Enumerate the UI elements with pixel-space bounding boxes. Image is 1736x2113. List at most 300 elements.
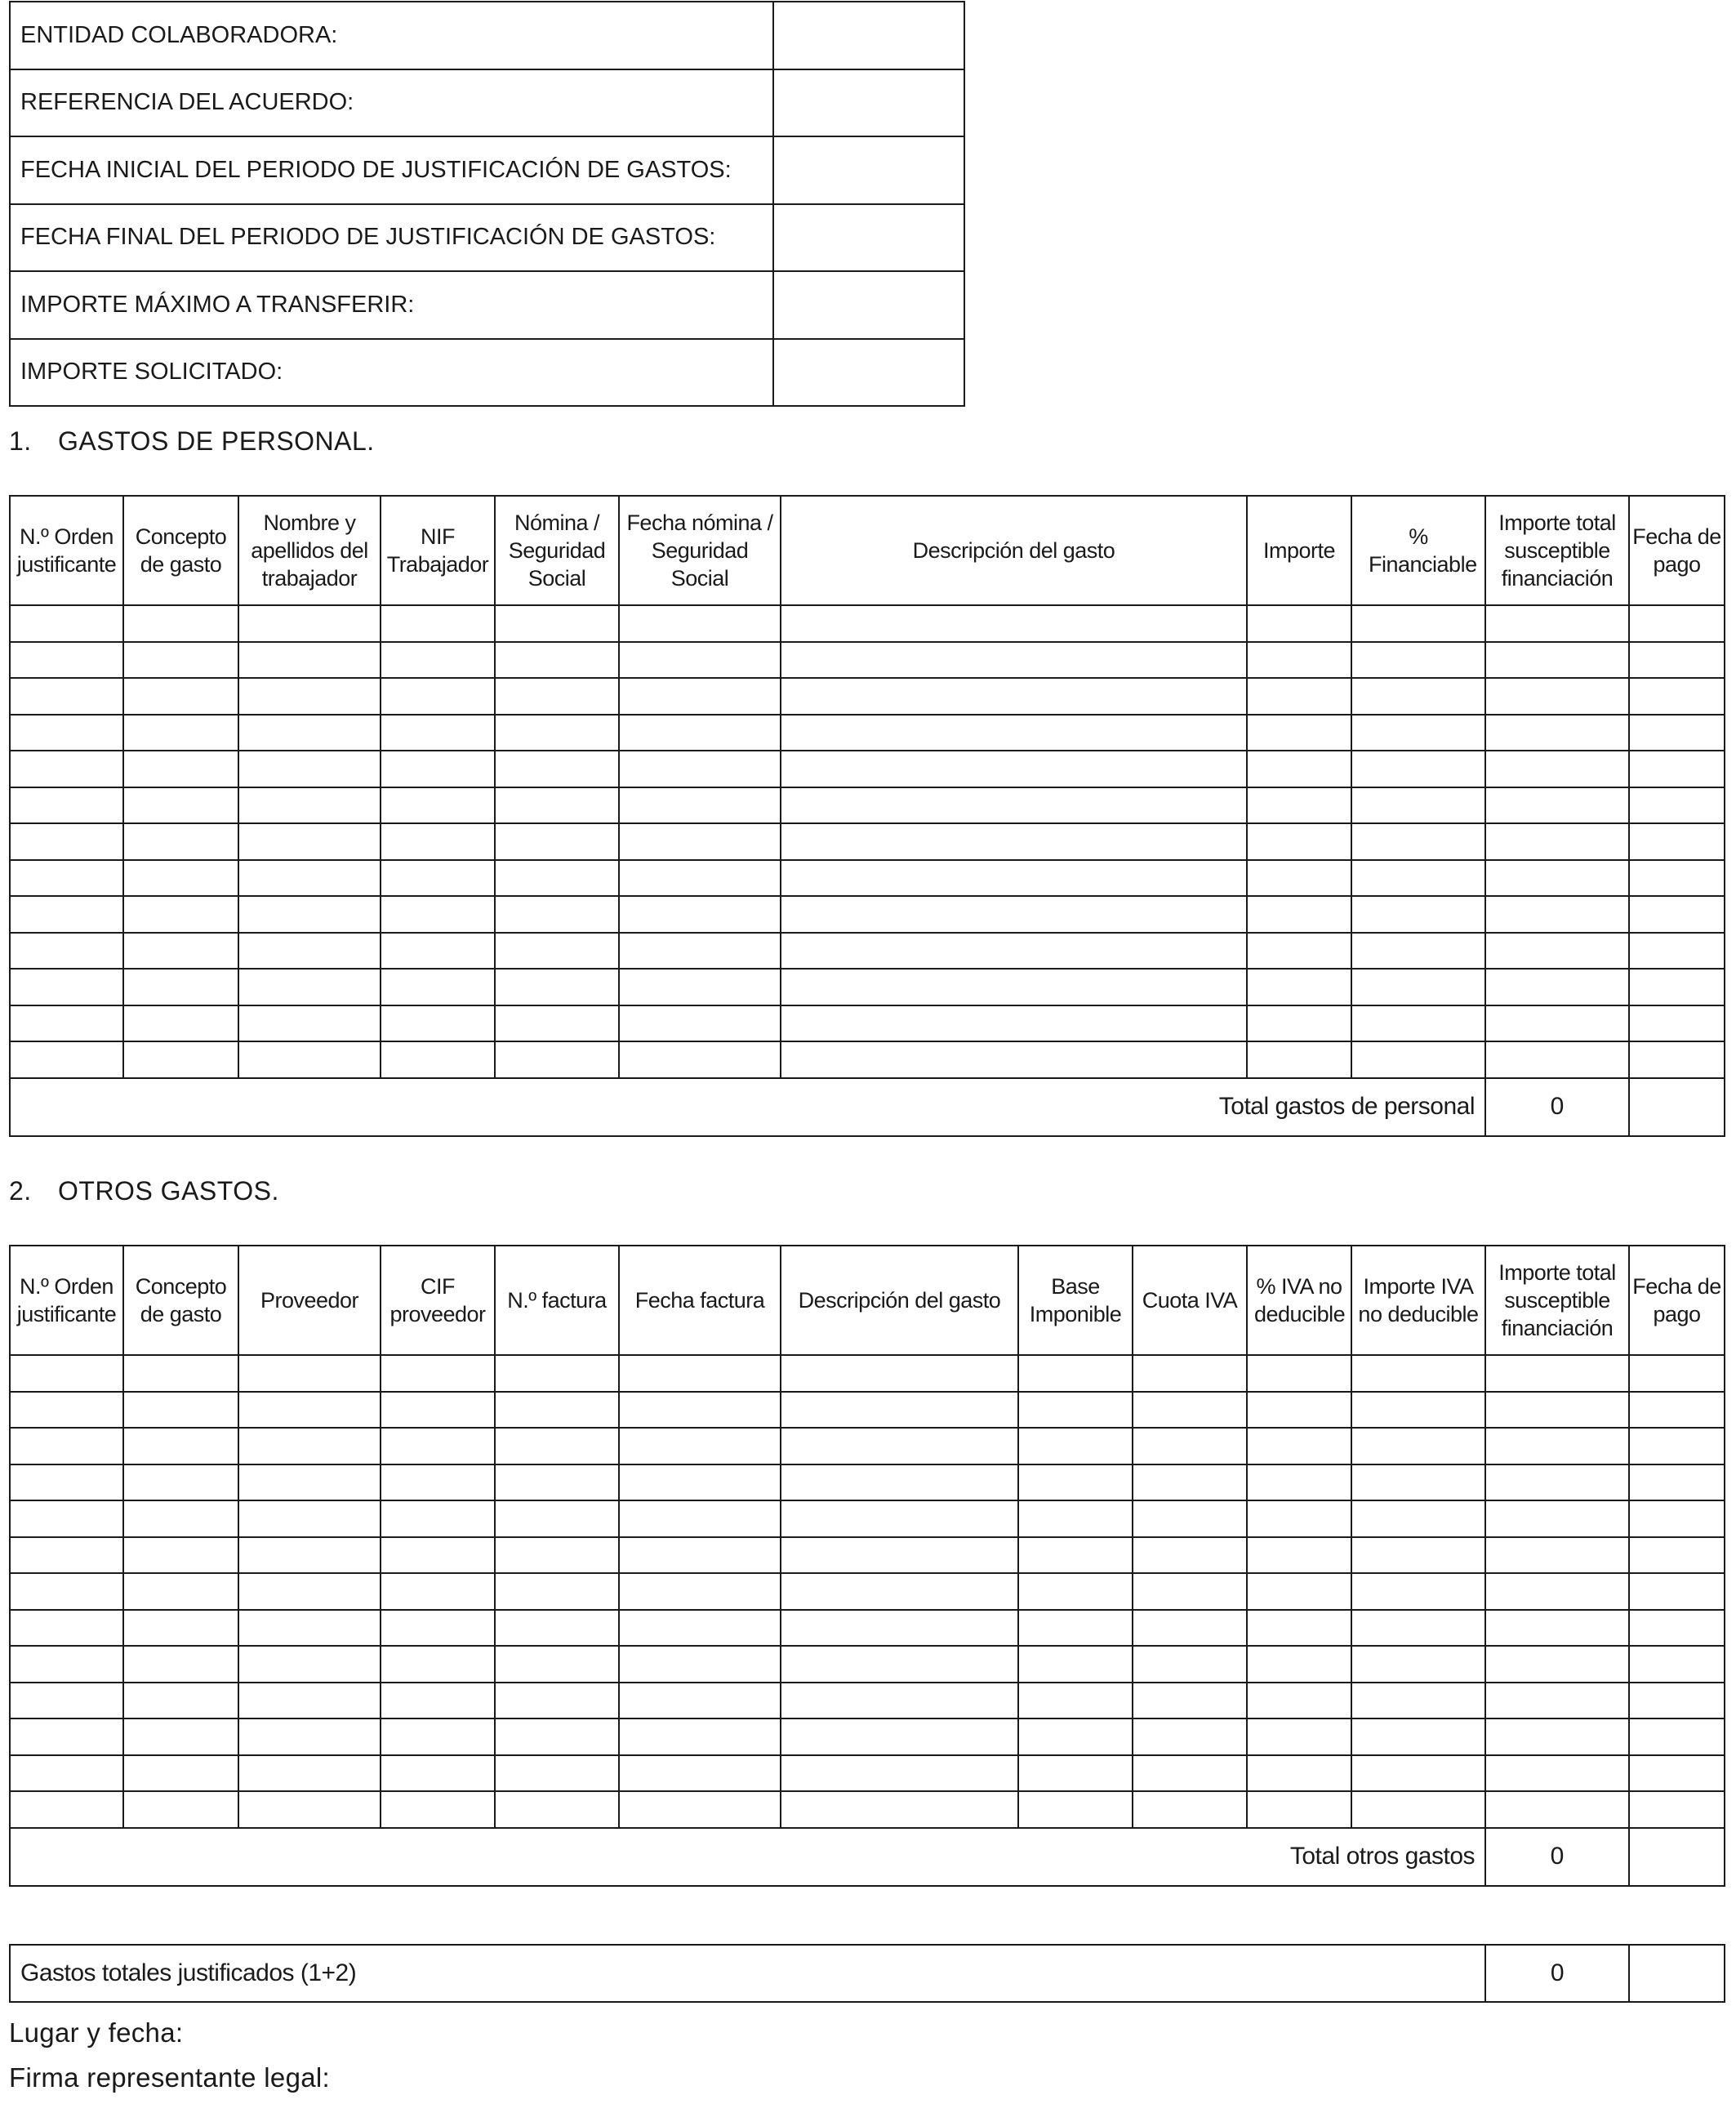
table-cell[interactable]	[238, 1646, 381, 1683]
table-cell[interactable]	[1629, 1500, 1725, 1537]
table-cell[interactable]	[238, 1791, 381, 1828]
table-cell[interactable]	[781, 678, 1247, 715]
table-cell[interactable]	[1351, 1005, 1485, 1042]
table-cell[interactable]	[619, 823, 781, 860]
table-cell[interactable]	[781, 751, 1247, 787]
table-cell[interactable]	[381, 1683, 495, 1719]
table-cell[interactable]	[1133, 1500, 1247, 1537]
table-cell[interactable]	[1351, 1573, 1485, 1610]
table-cell[interactable]	[1018, 1428, 1133, 1464]
table-cell[interactable]	[123, 1500, 238, 1537]
table-cell[interactable]	[238, 1573, 381, 1610]
table-cell[interactable]	[1133, 1755, 1247, 1792]
table-cell[interactable]	[495, 1791, 619, 1828]
table-cell[interactable]	[1485, 1755, 1629, 1792]
table-cell[interactable]	[238, 642, 381, 679]
table-cell[interactable]	[781, 1755, 1018, 1792]
table-cell[interactable]	[1351, 1646, 1485, 1683]
table-cell[interactable]	[381, 787, 495, 824]
table-cell[interactable]	[781, 642, 1247, 679]
table-cell[interactable]	[1485, 1573, 1629, 1610]
table-cell[interactable]	[619, 1464, 781, 1501]
table-cell[interactable]	[1247, 678, 1351, 715]
table-cell[interactable]	[1485, 1041, 1629, 1078]
table-cell[interactable]	[123, 605, 238, 642]
info-value-field[interactable]	[773, 2, 964, 69]
table-cell[interactable]	[238, 969, 381, 1005]
table-cell[interactable]	[1629, 1041, 1725, 1078]
table-cell[interactable]	[381, 933, 495, 970]
table-cell[interactable]	[123, 1791, 238, 1828]
table-cell[interactable]	[1629, 1392, 1725, 1429]
table-cell[interactable]	[1247, 1791, 1351, 1828]
table-cell[interactable]	[238, 1041, 381, 1078]
table-cell[interactable]	[1247, 787, 1351, 824]
table-cell[interactable]	[381, 896, 495, 933]
table-cell[interactable]	[10, 1718, 123, 1755]
table-cell[interactable]	[781, 1500, 1018, 1537]
table-cell[interactable]	[10, 933, 123, 970]
table-cell[interactable]	[10, 1464, 123, 1501]
table-cell[interactable]	[619, 1005, 781, 1042]
table-cell[interactable]	[381, 1005, 495, 1042]
table-cell[interactable]	[238, 1537, 381, 1574]
table-cell[interactable]	[781, 933, 1247, 970]
table-cell[interactable]	[381, 642, 495, 679]
table-cell[interactable]	[1247, 933, 1351, 970]
table-cell[interactable]	[238, 860, 381, 897]
table-cell[interactable]	[381, 715, 495, 751]
table-cell[interactable]	[619, 1573, 781, 1610]
table-cell[interactable]	[1351, 715, 1485, 751]
table-cell[interactable]	[1247, 1537, 1351, 1574]
table-cell[interactable]	[10, 1041, 123, 1078]
table-cell[interactable]	[1629, 1755, 1725, 1792]
table-cell[interactable]	[1485, 1537, 1629, 1574]
table-cell[interactable]	[1247, 1005, 1351, 1042]
table-cell[interactable]	[238, 751, 381, 787]
table-cell[interactable]	[1485, 1610, 1629, 1647]
table-cell[interactable]	[123, 715, 238, 751]
table-cell[interactable]	[1485, 715, 1629, 751]
table-cell[interactable]	[1247, 1041, 1351, 1078]
table-cell[interactable]	[1133, 1355, 1247, 1392]
table-cell[interactable]	[495, 860, 619, 897]
table-cell[interactable]	[123, 1610, 238, 1647]
table-cell[interactable]	[495, 1500, 619, 1537]
table-cell[interactable]	[781, 823, 1247, 860]
table-cell[interactable]	[1351, 1041, 1485, 1078]
table-cell[interactable]	[495, 1683, 619, 1719]
table-cell[interactable]	[1247, 1755, 1351, 1792]
table-cell[interactable]	[123, 1005, 238, 1042]
table-cell[interactable]	[1485, 1718, 1629, 1755]
table-cell[interactable]	[123, 751, 238, 787]
table-cell[interactable]	[1247, 605, 1351, 642]
table-cell[interactable]	[619, 1646, 781, 1683]
table-cell[interactable]	[1485, 860, 1629, 897]
table-cell[interactable]	[1351, 1428, 1485, 1464]
table-cell[interactable]	[1485, 933, 1629, 970]
table-cell[interactable]	[10, 605, 123, 642]
table-cell[interactable]	[495, 1355, 619, 1392]
table-cell[interactable]	[619, 1791, 781, 1828]
table-cell[interactable]	[1133, 1428, 1247, 1464]
table-cell[interactable]	[495, 1392, 619, 1429]
table-cell[interactable]	[1247, 969, 1351, 1005]
table-cell[interactable]	[781, 1428, 1018, 1464]
table-cell[interactable]	[495, 678, 619, 715]
table-cell[interactable]	[123, 787, 238, 824]
table-cell[interactable]	[619, 605, 781, 642]
table-cell[interactable]	[10, 1610, 123, 1647]
table-cell[interactable]	[619, 1355, 781, 1392]
table-cell[interactable]	[1485, 1355, 1629, 1392]
table-cell[interactable]	[495, 1755, 619, 1792]
table-cell[interactable]	[1351, 860, 1485, 897]
table-cell[interactable]	[10, 1392, 123, 1429]
table-cell[interactable]	[1351, 1791, 1485, 1828]
table-cell[interactable]	[1351, 1355, 1485, 1392]
table-cell[interactable]	[495, 1041, 619, 1078]
table-cell[interactable]	[781, 1537, 1018, 1574]
table-cell[interactable]	[495, 1718, 619, 1755]
table-cell[interactable]	[1485, 642, 1629, 679]
info-value-field[interactable]	[773, 69, 964, 137]
table-cell[interactable]	[123, 1646, 238, 1683]
table-cell[interactable]	[238, 1392, 381, 1429]
table-cell[interactable]	[10, 1683, 123, 1719]
table-cell[interactable]	[10, 1755, 123, 1792]
table-cell[interactable]	[381, 1500, 495, 1537]
table-cell[interactable]	[1018, 1683, 1133, 1719]
table-cell[interactable]	[1629, 933, 1725, 970]
table-cell[interactable]	[381, 1791, 495, 1828]
table-cell[interactable]	[381, 1041, 495, 1078]
info-value-field[interactable]	[773, 204, 964, 272]
table-cell[interactable]	[10, 823, 123, 860]
table-cell[interactable]	[495, 1005, 619, 1042]
table-cell[interactable]	[1629, 715, 1725, 751]
table-cell[interactable]	[238, 1718, 381, 1755]
table-cell[interactable]	[1351, 678, 1485, 715]
table-cell[interactable]	[123, 1392, 238, 1429]
table-cell[interactable]	[1629, 1646, 1725, 1683]
table-cell[interactable]	[381, 1355, 495, 1392]
table-cell[interactable]	[1247, 1573, 1351, 1610]
table-cell[interactable]	[1485, 787, 1629, 824]
table-cell[interactable]	[781, 1005, 1247, 1042]
table-cell[interactable]	[1485, 751, 1629, 787]
table-cell[interactable]	[1351, 1537, 1485, 1574]
table-cell[interactable]	[1485, 1464, 1629, 1501]
table-cell[interactable]	[10, 896, 123, 933]
table-cell[interactable]	[619, 933, 781, 970]
table-cell[interactable]	[1351, 1683, 1485, 1719]
info-value-field[interactable]	[773, 339, 964, 407]
table-cell[interactable]	[1247, 1683, 1351, 1719]
table-cell[interactable]	[1351, 642, 1485, 679]
table-cell[interactable]	[1018, 1791, 1133, 1828]
table-cell[interactable]	[1351, 1755, 1485, 1792]
table-cell[interactable]	[495, 933, 619, 970]
table-cell[interactable]	[1485, 1428, 1629, 1464]
table-cell[interactable]	[495, 1573, 619, 1610]
table-cell[interactable]	[238, 933, 381, 970]
table-cell[interactable]	[1133, 1683, 1247, 1719]
table-cell[interactable]	[123, 1041, 238, 1078]
table-cell[interactable]	[1133, 1610, 1247, 1647]
table-cell[interactable]	[781, 787, 1247, 824]
table-cell[interactable]	[1133, 1464, 1247, 1501]
table-cell[interactable]	[381, 1718, 495, 1755]
table-cell[interactable]	[1133, 1646, 1247, 1683]
table-cell[interactable]	[238, 787, 381, 824]
table-cell[interactable]	[1351, 823, 1485, 860]
table-cell[interactable]	[1351, 1464, 1485, 1501]
table-cell[interactable]	[1351, 751, 1485, 787]
table-cell[interactable]	[381, 751, 495, 787]
table-cell[interactable]	[123, 642, 238, 679]
table-cell[interactable]	[1485, 678, 1629, 715]
table-cell[interactable]	[495, 823, 619, 860]
table-cell[interactable]	[10, 678, 123, 715]
table-cell[interactable]	[123, 860, 238, 897]
table-cell[interactable]	[123, 969, 238, 1005]
info-value-field[interactable]	[773, 136, 964, 204]
table-cell[interactable]	[381, 969, 495, 1005]
table-cell[interactable]	[619, 1041, 781, 1078]
table-cell[interactable]	[381, 1610, 495, 1647]
table-cell[interactable]	[238, 1005, 381, 1042]
table-cell[interactable]	[1133, 1573, 1247, 1610]
table-cell[interactable]	[123, 1464, 238, 1501]
table-cell[interactable]	[1485, 1500, 1629, 1537]
table-cell[interactable]	[1629, 1610, 1725, 1647]
table-cell[interactable]	[1247, 823, 1351, 860]
table-cell[interactable]	[238, 823, 381, 860]
table-cell[interactable]	[781, 1683, 1018, 1719]
table-cell[interactable]	[381, 1428, 495, 1464]
table-cell[interactable]	[619, 1683, 781, 1719]
table-cell[interactable]	[381, 860, 495, 897]
table-cell[interactable]	[10, 1500, 123, 1537]
table-cell[interactable]	[381, 1646, 495, 1683]
table-cell[interactable]	[238, 1683, 381, 1719]
table-cell[interactable]	[381, 823, 495, 860]
table-cell[interactable]	[10, 1791, 123, 1828]
table-cell[interactable]	[781, 1646, 1018, 1683]
table-cell[interactable]	[495, 1610, 619, 1647]
table-cell[interactable]	[1485, 1683, 1629, 1719]
table-cell[interactable]	[619, 715, 781, 751]
table-cell[interactable]	[1485, 823, 1629, 860]
table-cell[interactable]	[1485, 969, 1629, 1005]
table-cell[interactable]	[123, 1683, 238, 1719]
table-cell[interactable]	[10, 969, 123, 1005]
table-cell[interactable]	[123, 1755, 238, 1792]
table-cell[interactable]	[1351, 1718, 1485, 1755]
table-cell[interactable]	[1247, 1464, 1351, 1501]
table-cell[interactable]	[1018, 1610, 1133, 1647]
table-cell[interactable]	[781, 605, 1247, 642]
table-cell[interactable]	[1247, 860, 1351, 897]
table-cell[interactable]	[381, 678, 495, 715]
table-cell[interactable]	[238, 1428, 381, 1464]
table-cell[interactable]	[10, 1573, 123, 1610]
table-cell[interactable]	[1247, 751, 1351, 787]
table-cell[interactable]	[123, 933, 238, 970]
table-cell[interactable]	[619, 1392, 781, 1429]
table-cell[interactable]	[1351, 896, 1485, 933]
table-cell[interactable]	[781, 860, 1247, 897]
table-cell[interactable]	[619, 751, 781, 787]
table-cell[interactable]	[495, 751, 619, 787]
table-cell[interactable]	[1351, 1500, 1485, 1537]
table-cell[interactable]	[781, 1392, 1018, 1429]
table-cell[interactable]	[1629, 1355, 1725, 1392]
table-cell[interactable]	[1018, 1464, 1133, 1501]
table-cell[interactable]	[495, 1464, 619, 1501]
table-cell[interactable]	[381, 1392, 495, 1429]
table-cell[interactable]	[1351, 1610, 1485, 1647]
table-cell[interactable]	[619, 642, 781, 679]
table-cell[interactable]	[1629, 1428, 1725, 1464]
table-cell[interactable]	[1629, 1464, 1725, 1501]
table-cell[interactable]	[238, 1355, 381, 1392]
table-cell[interactable]	[1351, 605, 1485, 642]
table-cell[interactable]	[1247, 896, 1351, 933]
table-cell[interactable]	[1247, 1500, 1351, 1537]
table-cell[interactable]	[1351, 787, 1485, 824]
table-cell[interactable]	[1133, 1718, 1247, 1755]
table-cell[interactable]	[619, 1718, 781, 1755]
table-cell[interactable]	[781, 1718, 1018, 1755]
table-cell[interactable]	[1351, 969, 1485, 1005]
table-cell[interactable]	[781, 1791, 1018, 1828]
table-cell[interactable]	[123, 1355, 238, 1392]
table-cell[interactable]	[1485, 1791, 1629, 1828]
table-cell[interactable]	[1629, 896, 1725, 933]
table-cell[interactable]	[619, 1537, 781, 1574]
table-cell[interactable]	[238, 678, 381, 715]
table-cell[interactable]	[238, 605, 381, 642]
table-cell[interactable]	[1247, 1428, 1351, 1464]
table-cell[interactable]	[495, 642, 619, 679]
table-cell[interactable]	[1485, 1005, 1629, 1042]
table-cell[interactable]	[1247, 1646, 1351, 1683]
table-cell[interactable]	[381, 1537, 495, 1574]
table-cell[interactable]	[1018, 1355, 1133, 1392]
table-cell[interactable]	[1133, 1537, 1247, 1574]
table-cell[interactable]	[495, 787, 619, 824]
table-cell[interactable]	[123, 823, 238, 860]
table-cell[interactable]	[238, 1500, 381, 1537]
table-cell[interactable]	[123, 1718, 238, 1755]
table-cell[interactable]	[10, 715, 123, 751]
table-cell[interactable]	[1629, 1573, 1725, 1610]
table-cell[interactable]	[1018, 1573, 1133, 1610]
table-cell[interactable]	[238, 1610, 381, 1647]
table-cell[interactable]	[238, 715, 381, 751]
table-cell[interactable]	[10, 1646, 123, 1683]
table-cell[interactable]	[495, 1428, 619, 1464]
table-cell[interactable]	[619, 969, 781, 1005]
table-cell[interactable]	[1629, 605, 1725, 642]
table-cell[interactable]	[123, 1428, 238, 1464]
table-cell[interactable]	[1485, 896, 1629, 933]
table-cell[interactable]	[781, 1610, 1018, 1647]
table-cell[interactable]	[123, 1573, 238, 1610]
table-cell[interactable]	[1629, 1791, 1725, 1828]
table-cell[interactable]	[1247, 1610, 1351, 1647]
table-cell[interactable]	[10, 642, 123, 679]
table-cell[interactable]	[495, 605, 619, 642]
table-cell[interactable]	[781, 896, 1247, 933]
table-cell[interactable]	[1485, 1392, 1629, 1429]
table-cell[interactable]	[1629, 823, 1725, 860]
table-cell[interactable]	[1247, 1392, 1351, 1429]
table-cell[interactable]	[381, 605, 495, 642]
table-cell[interactable]	[1629, 751, 1725, 787]
table-cell[interactable]	[10, 1537, 123, 1574]
table-cell[interactable]	[1018, 1718, 1133, 1755]
table-cell[interactable]	[1629, 860, 1725, 897]
table-cell[interactable]	[1018, 1537, 1133, 1574]
table-cell[interactable]	[123, 896, 238, 933]
table-cell[interactable]	[781, 1464, 1018, 1501]
table-cell[interactable]	[1018, 1755, 1133, 1792]
table-cell[interactable]	[1629, 969, 1725, 1005]
table-cell[interactable]	[619, 896, 781, 933]
table-cell[interactable]	[10, 1355, 123, 1392]
table-cell[interactable]	[1629, 642, 1725, 679]
table-cell[interactable]	[1629, 1718, 1725, 1755]
table-cell[interactable]	[10, 860, 123, 897]
table-cell[interactable]	[10, 1428, 123, 1464]
table-cell[interactable]	[1133, 1791, 1247, 1828]
table-cell[interactable]	[1351, 1392, 1485, 1429]
table-cell[interactable]	[495, 969, 619, 1005]
table-cell[interactable]	[1247, 1718, 1351, 1755]
table-cell[interactable]	[781, 1041, 1247, 1078]
table-cell[interactable]	[381, 1464, 495, 1501]
table-cell[interactable]	[1351, 933, 1485, 970]
table-cell[interactable]	[1485, 605, 1629, 642]
table-cell[interactable]	[123, 1537, 238, 1574]
table-cell[interactable]	[781, 1573, 1018, 1610]
table-cell[interactable]	[1247, 1355, 1351, 1392]
table-cell[interactable]	[1247, 642, 1351, 679]
table-cell[interactable]	[123, 678, 238, 715]
table-cell[interactable]	[619, 860, 781, 897]
table-cell[interactable]	[781, 715, 1247, 751]
table-cell[interactable]	[619, 678, 781, 715]
table-cell[interactable]	[238, 1464, 381, 1501]
info-value-field[interactable]	[773, 271, 964, 339]
table-cell[interactable]	[1629, 787, 1725, 824]
table-cell[interactable]	[495, 715, 619, 751]
table-cell[interactable]	[495, 1537, 619, 1574]
table-cell[interactable]	[1629, 1005, 1725, 1042]
table-cell[interactable]	[1133, 1392, 1247, 1429]
table-cell[interactable]	[619, 1500, 781, 1537]
table-cell[interactable]	[238, 1755, 381, 1792]
table-cell[interactable]	[10, 1005, 123, 1042]
table-cell[interactable]	[1629, 1683, 1725, 1719]
table-cell[interactable]	[381, 1573, 495, 1610]
table-cell[interactable]	[238, 896, 381, 933]
